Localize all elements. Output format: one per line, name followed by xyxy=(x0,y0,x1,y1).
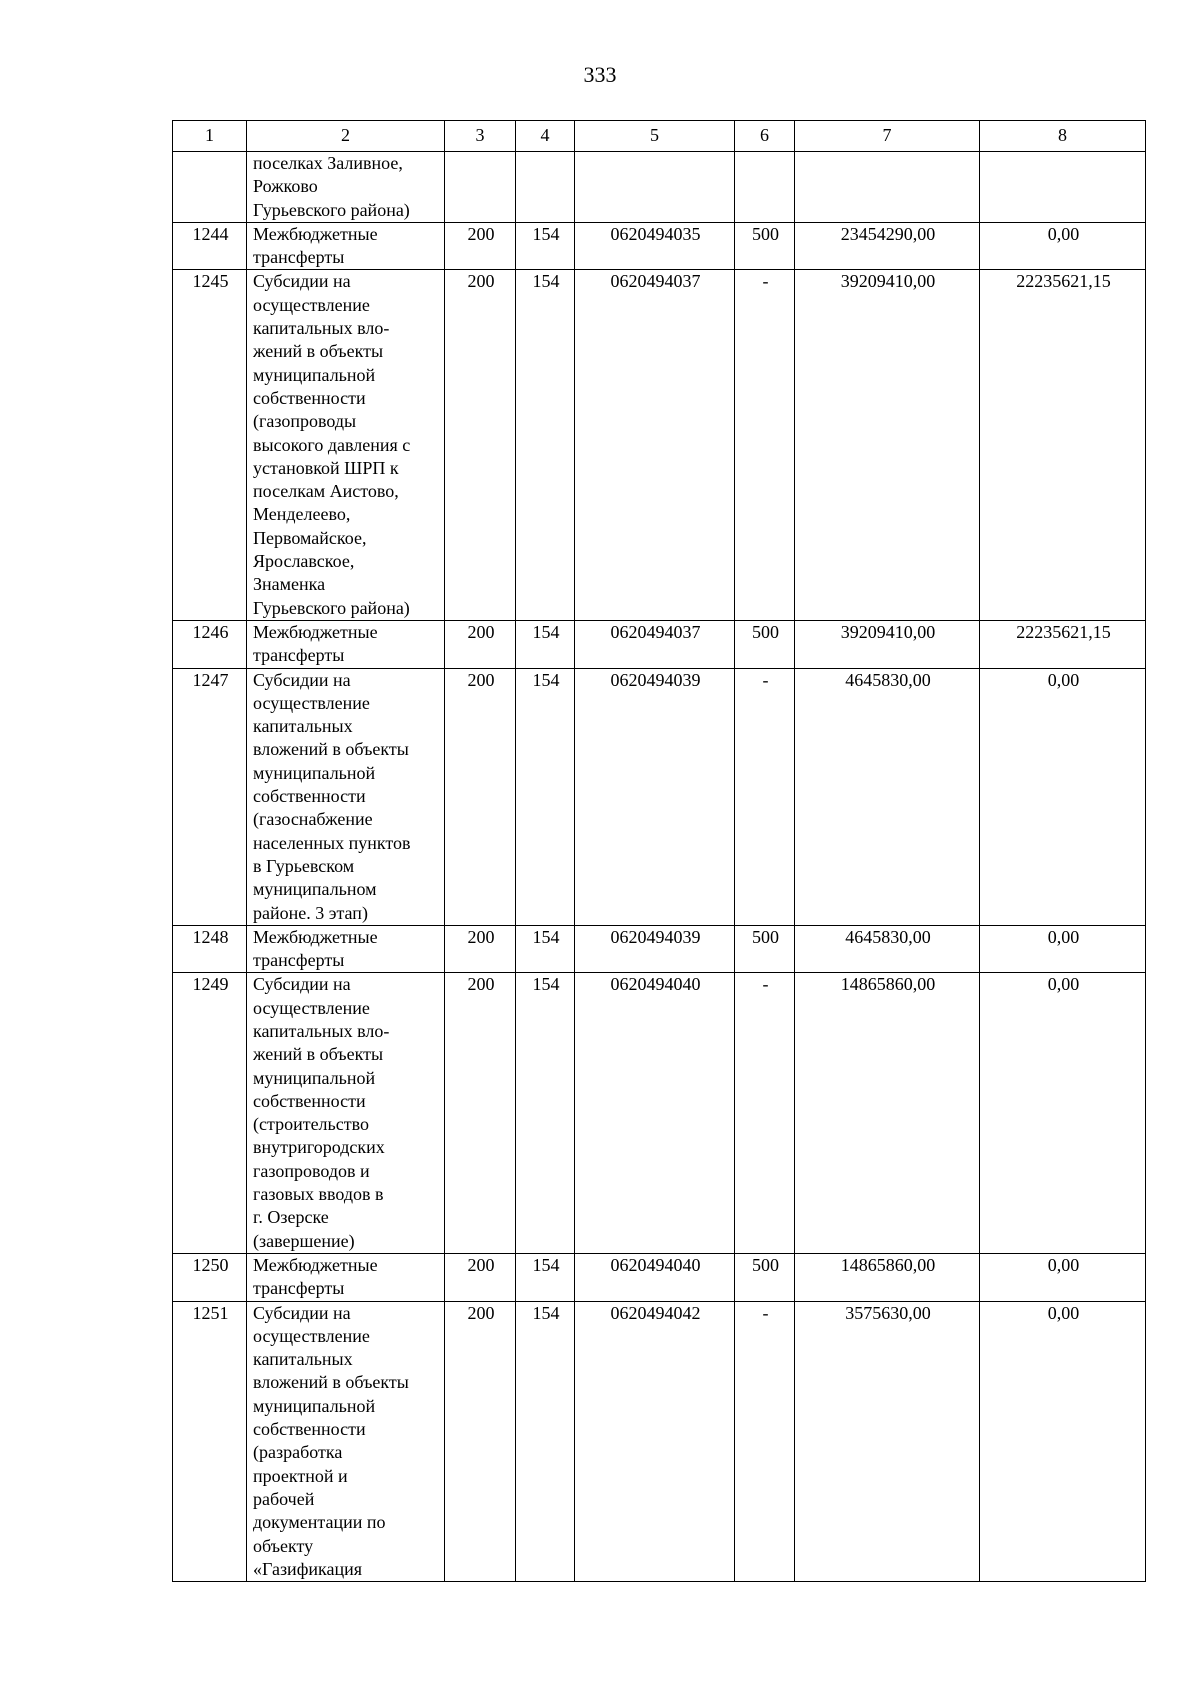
row-name-line: вложений в объекты xyxy=(253,1372,409,1393)
row-name-line: вложений в объекты xyxy=(253,739,409,760)
row-name-line: жений в объекты xyxy=(253,1044,384,1065)
row-name-line: собственности xyxy=(253,1419,366,1440)
row-name xyxy=(247,620,445,668)
row-name-line: (газоснабжение xyxy=(253,809,373,830)
row-name-line: газопроводов и xyxy=(253,1160,370,1181)
col-4-value: 154 xyxy=(516,668,575,925)
col-4-value: 154 xyxy=(516,1301,575,1582)
row-name-line: (разработка xyxy=(253,1442,343,1463)
row-name-line: осуществление xyxy=(253,692,370,713)
row-name-line: Субсидии на xyxy=(253,1302,351,1323)
col-6-value: - xyxy=(735,270,795,620)
row-name-line: трансферты xyxy=(253,1278,345,1299)
row-name-line: газовых вводов в xyxy=(253,1184,384,1205)
row-name-line: собственности xyxy=(253,387,366,408)
row-name-line: поселках Заливное, xyxy=(253,153,403,173)
col-4-value: 154 xyxy=(516,973,575,1254)
col-3-value: 200 xyxy=(445,925,516,973)
row-name-line: Ярославское, xyxy=(253,551,355,572)
col-6-value: 500 xyxy=(735,1253,795,1301)
col-7-amount: 39209410,00 xyxy=(795,270,980,620)
col-8-amount: 0,00 xyxy=(980,668,1146,925)
col-7-amount: 3575630,00 xyxy=(795,1301,980,1582)
row-name xyxy=(247,973,445,1254)
row-name-line: трансферты xyxy=(253,645,345,666)
col-5-code: 0620494040 xyxy=(575,973,735,1254)
row-name-line: Менделеево, xyxy=(253,504,351,525)
col-4-value: 154 xyxy=(516,270,575,620)
header-col-6: 6 xyxy=(735,121,795,152)
col-5-code: 0620494039 xyxy=(575,925,735,973)
row-name xyxy=(247,1301,445,1582)
col-6-value: - xyxy=(735,1301,795,1582)
row-name-line: Субсидии на xyxy=(253,271,351,292)
row-number: 1250 xyxy=(173,1253,247,1301)
row-name-line: Гурьевского района) xyxy=(253,199,410,220)
row-name xyxy=(247,925,445,973)
col-8-amount: 0,00 xyxy=(980,925,1146,973)
col-7-amount: 39209410,00 xyxy=(795,620,980,668)
table-header xyxy=(173,121,1146,152)
col-5-code: 0620494037 xyxy=(575,620,735,668)
col-3-value: 200 xyxy=(445,1253,516,1301)
header-col-8: 8 xyxy=(980,121,1146,152)
row-name-line: собственности xyxy=(253,1090,366,1111)
row-name-line: Межбюджетные xyxy=(253,926,378,947)
row-name-line: проектной и xyxy=(253,1465,348,1486)
col-3-value: 200 xyxy=(445,222,516,270)
row-name-line: Субсидии на xyxy=(253,669,351,690)
row-name-line: населенных пунктов xyxy=(253,832,411,853)
row-name-line: (строительство xyxy=(253,1114,369,1135)
row-name-line: «Газификация xyxy=(253,1558,362,1579)
col-4-value xyxy=(516,152,575,223)
row-number: 1245 xyxy=(173,270,247,620)
col-6-value: - xyxy=(735,668,795,925)
row-name-line: трансферты xyxy=(253,950,345,971)
row-name xyxy=(247,152,445,223)
col-5-code: 0620494037 xyxy=(575,270,735,620)
row-name-line: муниципальной xyxy=(253,762,376,783)
header-col-3: 3 xyxy=(445,121,516,152)
row-number: 1247 xyxy=(173,668,247,925)
col-3-value: 200 xyxy=(445,668,516,925)
col-7-amount: 4645830,00 xyxy=(795,668,980,925)
row-name-line: Первомайское, xyxy=(253,527,367,548)
row-number: 1249 xyxy=(173,973,247,1254)
table-body xyxy=(173,152,1146,1582)
row-name-line: документации по xyxy=(253,1512,386,1533)
col-6-value xyxy=(735,152,795,223)
table-row xyxy=(173,1253,1146,1301)
row-name-line: капитальных вло- xyxy=(253,318,390,339)
col-7-amount: 14865860,00 xyxy=(795,973,980,1254)
header-col-2: 2 xyxy=(247,121,445,152)
header-row xyxy=(173,121,1146,152)
header-col-4: 4 xyxy=(516,121,575,152)
col-6-value: 500 xyxy=(735,620,795,668)
table-row xyxy=(173,270,1146,620)
col-4-value: 154 xyxy=(516,222,575,270)
row-name-line: жений в объекты xyxy=(253,341,384,362)
row-name-line: Субсидии на xyxy=(253,974,351,995)
row-name-line: Межбюджетные xyxy=(253,1254,378,1275)
row-name-line: Гурьевского района) xyxy=(253,597,410,618)
row-name-line: внутригородских xyxy=(253,1137,385,1158)
col-5-code: 0620494039 xyxy=(575,668,735,925)
row-name-line: муниципальной xyxy=(253,1395,376,1416)
col-3-value xyxy=(445,152,516,223)
col-4-value: 154 xyxy=(516,1253,575,1301)
header-col-5: 5 xyxy=(575,121,735,152)
row-name-line: осуществление xyxy=(253,997,370,1018)
col-3-value: 200 xyxy=(445,270,516,620)
row-name-line: капитальных xyxy=(253,716,353,737)
col-8-amount: 22235621,15 xyxy=(980,270,1146,620)
row-name-line: рабочей xyxy=(253,1488,315,1509)
row-name-line: Знаменка xyxy=(253,574,326,595)
page-number: 333 xyxy=(583,62,617,87)
col-6-value: 500 xyxy=(735,925,795,973)
table-row xyxy=(173,925,1146,973)
col-3-value: 200 xyxy=(445,973,516,1254)
row-name-line: объекту xyxy=(253,1535,314,1556)
table-row xyxy=(173,222,1146,270)
row-name-line: собственности xyxy=(253,786,366,807)
col-8-amount: 0,00 xyxy=(980,973,1146,1254)
row-name xyxy=(247,222,445,270)
row-number: 1244 xyxy=(173,222,247,270)
col-7-amount: 4645830,00 xyxy=(795,925,980,973)
col-3-value: 200 xyxy=(445,620,516,668)
row-name-line: (газопроводы xyxy=(253,411,357,432)
row-name xyxy=(247,1253,445,1301)
row-name-line: районе. 3 этап) xyxy=(253,902,368,923)
row-name-line: Межбюджетные xyxy=(253,621,378,642)
col-4-value: 154 xyxy=(516,620,575,668)
header-col-7: 7 xyxy=(795,121,980,152)
table-row xyxy=(173,152,1146,223)
header-col-1: 1 xyxy=(173,121,247,152)
row-name xyxy=(247,668,445,925)
row-name-line: капитальных xyxy=(253,1349,353,1370)
row-number: 1246 xyxy=(173,620,247,668)
row-name-line: Межбюджетные xyxy=(253,223,378,244)
row-name-line: осуществление xyxy=(253,294,370,315)
col-4-value: 154 xyxy=(516,925,575,973)
col-8-amount: 22235621,15 xyxy=(980,620,1146,668)
row-name-line: высокого давления с xyxy=(253,434,411,455)
col-8-amount: 0,00 xyxy=(980,1253,1146,1301)
col-8-amount: 0,00 xyxy=(980,1301,1146,1582)
col-5-code xyxy=(575,152,735,223)
row-name xyxy=(247,270,445,620)
row-name-line: поселкам Аистово, xyxy=(253,481,399,502)
table-row xyxy=(173,1301,1146,1582)
col-7-amount: 14865860,00 xyxy=(795,1253,980,1301)
col-8-amount: 0,00 xyxy=(980,222,1146,270)
col-6-value: - xyxy=(735,973,795,1254)
table-row xyxy=(173,620,1146,668)
budget-table xyxy=(172,120,1146,1582)
col-3-value: 200 xyxy=(445,1301,516,1582)
row-name-line: муниципальной xyxy=(253,364,376,385)
col-8-amount xyxy=(980,152,1146,223)
col-7-amount: 23454290,00 xyxy=(795,222,980,270)
row-name-line: трансферты xyxy=(253,247,345,268)
row-number: 1248 xyxy=(173,925,247,973)
row-name-line: установкой ШРП к xyxy=(253,457,399,478)
col-5-code: 0620494035 xyxy=(575,222,735,270)
col-6-value: 500 xyxy=(735,222,795,270)
row-name-line: муниципальном xyxy=(253,879,377,900)
table-row xyxy=(173,973,1146,1254)
row-name-line: (завершение) xyxy=(253,1230,355,1251)
row-name-line: Рожково xyxy=(253,176,318,197)
row-number: 1251 xyxy=(173,1301,247,1582)
row-name-line: г. Озерске xyxy=(253,1207,329,1228)
row-name-line: муниципальной xyxy=(253,1067,376,1088)
col-5-code: 0620494040 xyxy=(575,1253,735,1301)
row-name-line: осуществление xyxy=(253,1325,370,1346)
row-name-line: в Гурьевском xyxy=(253,855,355,876)
col-5-code: 0620494042 xyxy=(575,1301,735,1582)
row-number xyxy=(173,152,247,223)
table-row xyxy=(173,668,1146,925)
col-7-amount xyxy=(795,152,980,223)
row-name-line: капитальных вло- xyxy=(253,1020,390,1041)
